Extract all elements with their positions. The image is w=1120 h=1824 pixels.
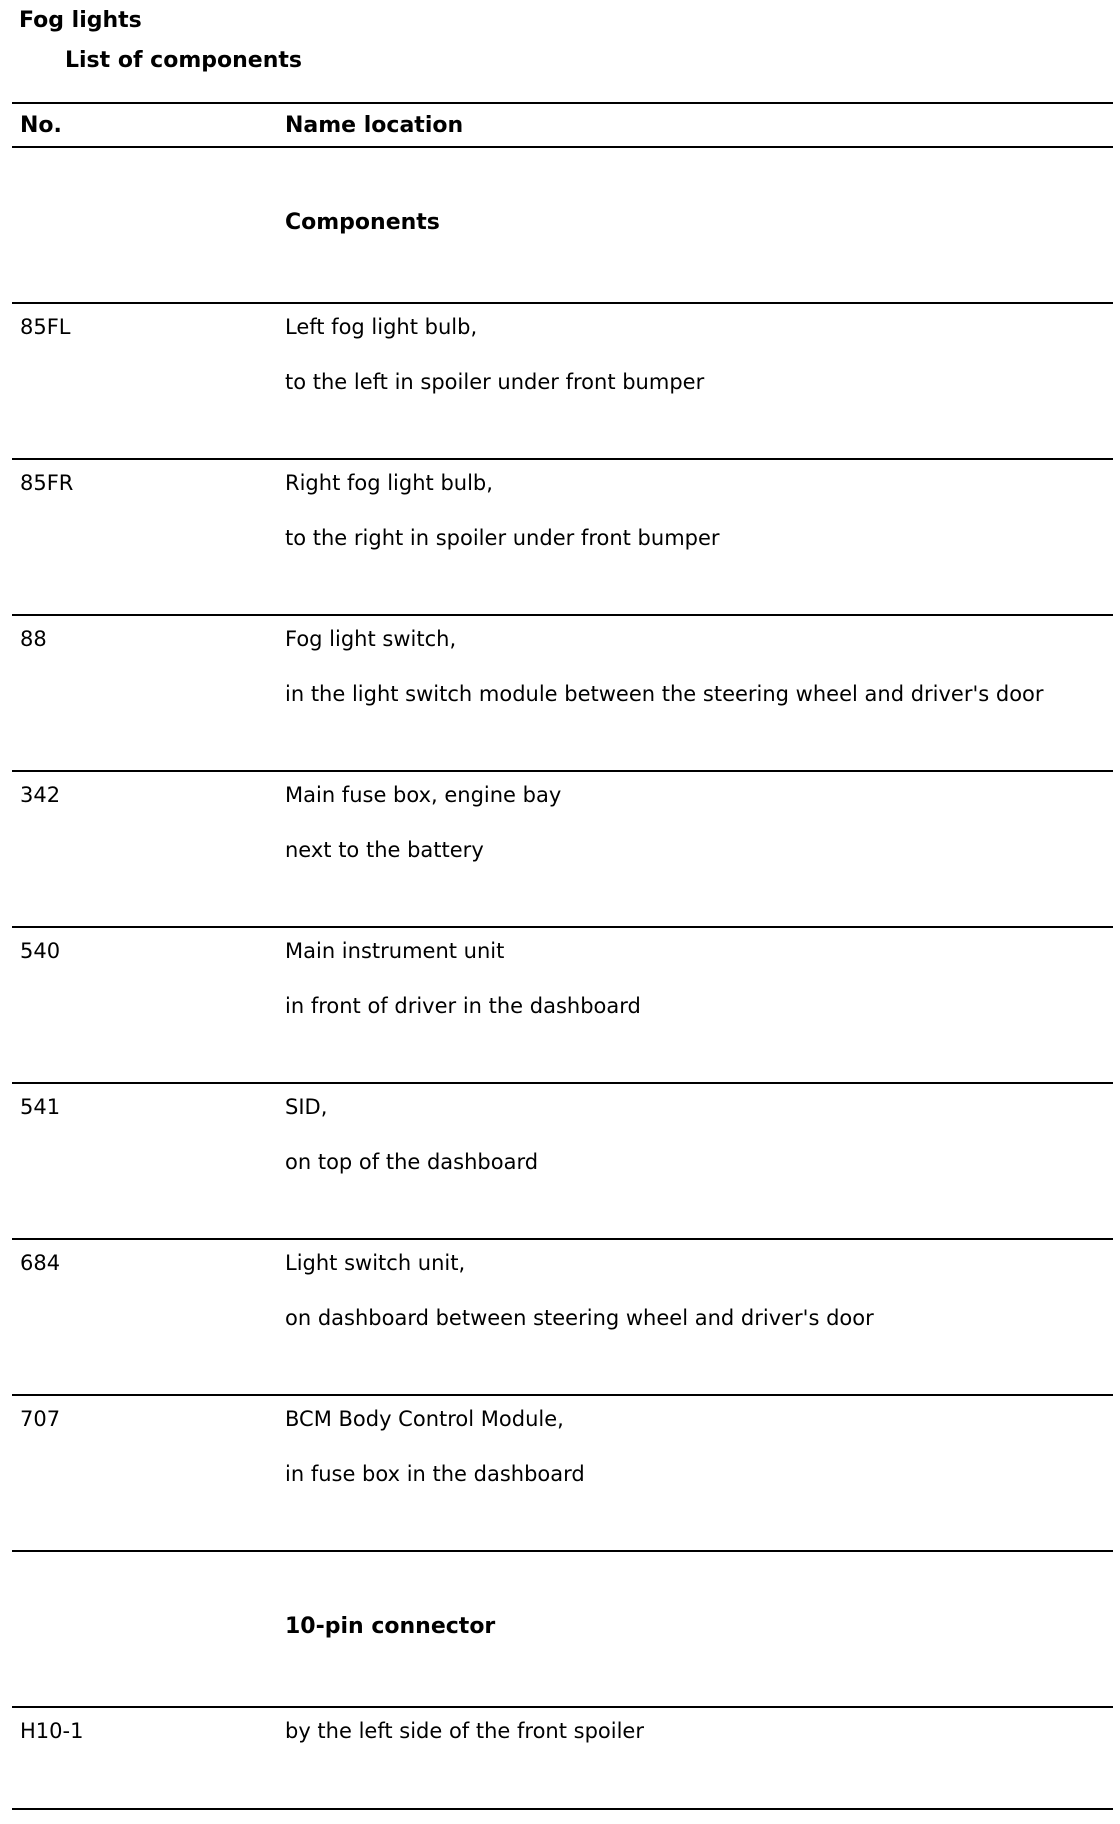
section-components [12,148,1113,304]
component-no: 85FR [20,471,74,495]
component-name: Main fuse box, engine bay [285,783,562,807]
components-table [12,102,1113,1810]
component-location: to the left in spoiler under front bumper [285,370,705,394]
component-location: on top of the dashboard [285,1150,539,1174]
table-row [12,304,1113,460]
component-location: to the right in spoiler under front bumper [285,526,720,550]
component-location: in the light switch module between the steering wheel and driver's door [285,682,1044,706]
header-no: No. [20,113,62,138]
page-title: Fog lights [19,8,142,33]
component-name: Fog light switch, [285,627,457,651]
component-location: on dashboard between steering wheel and driver's door [285,1306,874,1330]
table-row [12,1240,1113,1396]
table-row [12,460,1113,616]
component-no: 707 [20,1407,61,1431]
connector-no: H10-1 [20,1719,84,1743]
component-name: Main instrument unit [285,939,505,963]
component-no: 684 [20,1251,61,1275]
header-name-location: Name location [285,113,464,138]
table-row [12,616,1113,772]
component-location: in fuse box in the dashboard [285,1462,585,1486]
table-row [12,1396,1113,1552]
table-header [12,102,1113,148]
component-name: Right fog light bulb, [285,471,493,495]
section-10-pin-connector [12,1552,1113,1708]
table-row [12,1084,1113,1240]
component-no: 541 [20,1095,61,1119]
component-name: Left fog light bulb, [285,315,478,339]
table-row [12,928,1113,1084]
component-no: 342 [20,783,61,807]
component-no: 88 [20,627,47,651]
component-name: BCM Body Control Module, [285,1407,564,1431]
connector-location: by the left side of the front spoiler [285,1719,644,1743]
component-location: next to the battery [285,838,484,862]
component-name: Light switch unit, [285,1251,466,1275]
table-row [12,772,1113,928]
section-label: 10-pin connector [285,1614,496,1639]
component-no: 540 [20,939,61,963]
component-name: SID, [285,1095,328,1119]
page-subtitle: List of components [65,48,302,73]
component-no: 85FL [20,315,71,339]
table-row [12,1708,1113,1810]
section-label: Components [285,210,440,235]
component-location: in front of driver in the dashboard [285,994,641,1018]
